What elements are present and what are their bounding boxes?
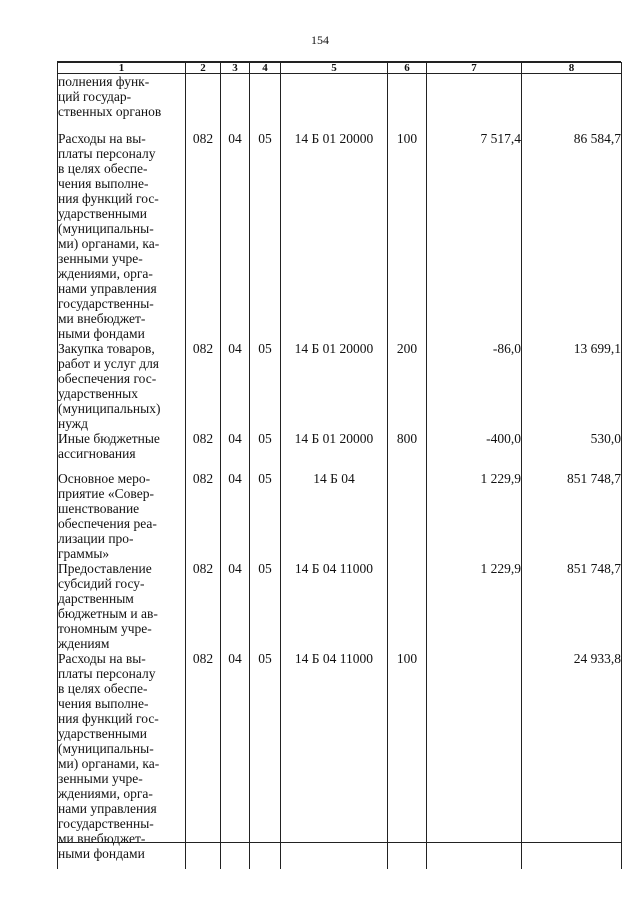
row-ved: 082 [186,131,221,341]
row-rz: 04 [221,431,250,471]
row-name: Расходы на вы- платы персоналу в целях обеспе- чения выполне- ния функций гос- ударственными (муниципальны- ми) органами, ка- зенными учре- ждениями, орга- нами управления государственны- ми внебюджет- ными фондами [58,651,186,869]
col-header-7: 7 [427,63,522,74]
row-total: 13 699,1 [522,341,622,431]
row-ved [186,74,221,132]
col-header-2: 2 [186,63,221,74]
row-csr: 14 Б 01 20000 [281,131,388,341]
table-row [58,131,622,341]
row-total: 24 933,8 [522,651,622,869]
row-ved: 082 [186,341,221,431]
col-header-4: 4 [250,63,281,74]
row-pr: 05 [250,131,281,341]
row-change: 1 229,9 [427,561,522,651]
row-total: 530,0 [522,431,622,471]
row-rz: 04 [221,131,250,341]
row-change: 7 517,4 [427,131,522,341]
row-name: Расходы на вы- платы персоналу в целях обеспе- чения выполне- ния функций гос- ударственными (муниципальны- ми) органами, ка- зенными учре- ждениями, орга- нами управления государственны- ми внебюджет- ными фондами [58,131,186,341]
col-header-6: 6 [388,63,427,74]
col-header-5: 5 [281,63,388,74]
header-row [58,63,622,74]
row-ved: 082 [186,471,221,561]
row-pr: 05 [250,561,281,651]
row-vr [388,561,427,651]
row-name: Основное меро- приятие «Совер- шенствование обеспечения реа- лизации про- граммы» [58,471,186,561]
row-total [522,74,622,132]
row-csr [281,74,388,132]
row-csr: 14 Б 01 20000 [281,431,388,471]
row-total: 851 748,7 [522,561,622,651]
table-row [58,431,622,471]
row-pr [250,74,281,132]
row-change: -400,0 [427,431,522,471]
row-vr [388,471,427,561]
table-row [58,561,622,651]
row-csr: 14 Б 04 11000 [281,651,388,869]
row-rz: 04 [221,561,250,651]
row-name: Предоставление субсидий госу- дарственным бюджетным и ав- тономным учре- ждениям [58,561,186,651]
row-vr: 100 [388,651,427,869]
row-name: Закупка товаров, работ и услуг для обеспечения гос- ударственных (муниципальных) нужд [58,341,186,431]
row-ved: 082 [186,431,221,471]
row-pr: 05 [250,651,281,869]
table-row [58,74,622,132]
table-row [58,471,622,561]
row-rz: 04 [221,471,250,561]
row-pr: 05 [250,471,281,561]
row-vr: 200 [388,341,427,431]
row-total: 851 748,7 [522,471,622,561]
row-vr: 800 [388,431,427,471]
row-vr: 100 [388,131,427,341]
row-change: 1 229,9 [427,471,522,561]
page-number: 154 [311,33,329,47]
row-total: 86 584,7 [522,131,622,341]
row-change [427,651,522,869]
bottom-rule [57,842,621,843]
row-csr: 14 Б 04 11000 [281,561,388,651]
table-row [58,651,622,869]
row-change [427,74,522,132]
table-row [58,341,622,431]
row-rz: 04 [221,651,250,869]
row-name: Иные бюджетные ассигнования [58,431,186,471]
row-vr [388,74,427,132]
row-rz: 04 [221,341,250,431]
row-ved: 082 [186,651,221,869]
row-pr: 05 [250,431,281,471]
row-change: -86,0 [427,341,522,431]
budget-table [57,62,622,869]
col-header-3: 3 [221,63,250,74]
row-pr: 05 [250,341,281,431]
row-csr: 14 Б 04 [281,471,388,561]
col-header-8: 8 [522,63,622,74]
row-name: полнения функ- ций государ- ственных органов [58,74,186,132]
row-ved: 082 [186,561,221,651]
col-header-1: 1 [58,63,186,74]
row-csr: 14 Б 01 20000 [281,341,388,431]
row-rz [221,74,250,132]
